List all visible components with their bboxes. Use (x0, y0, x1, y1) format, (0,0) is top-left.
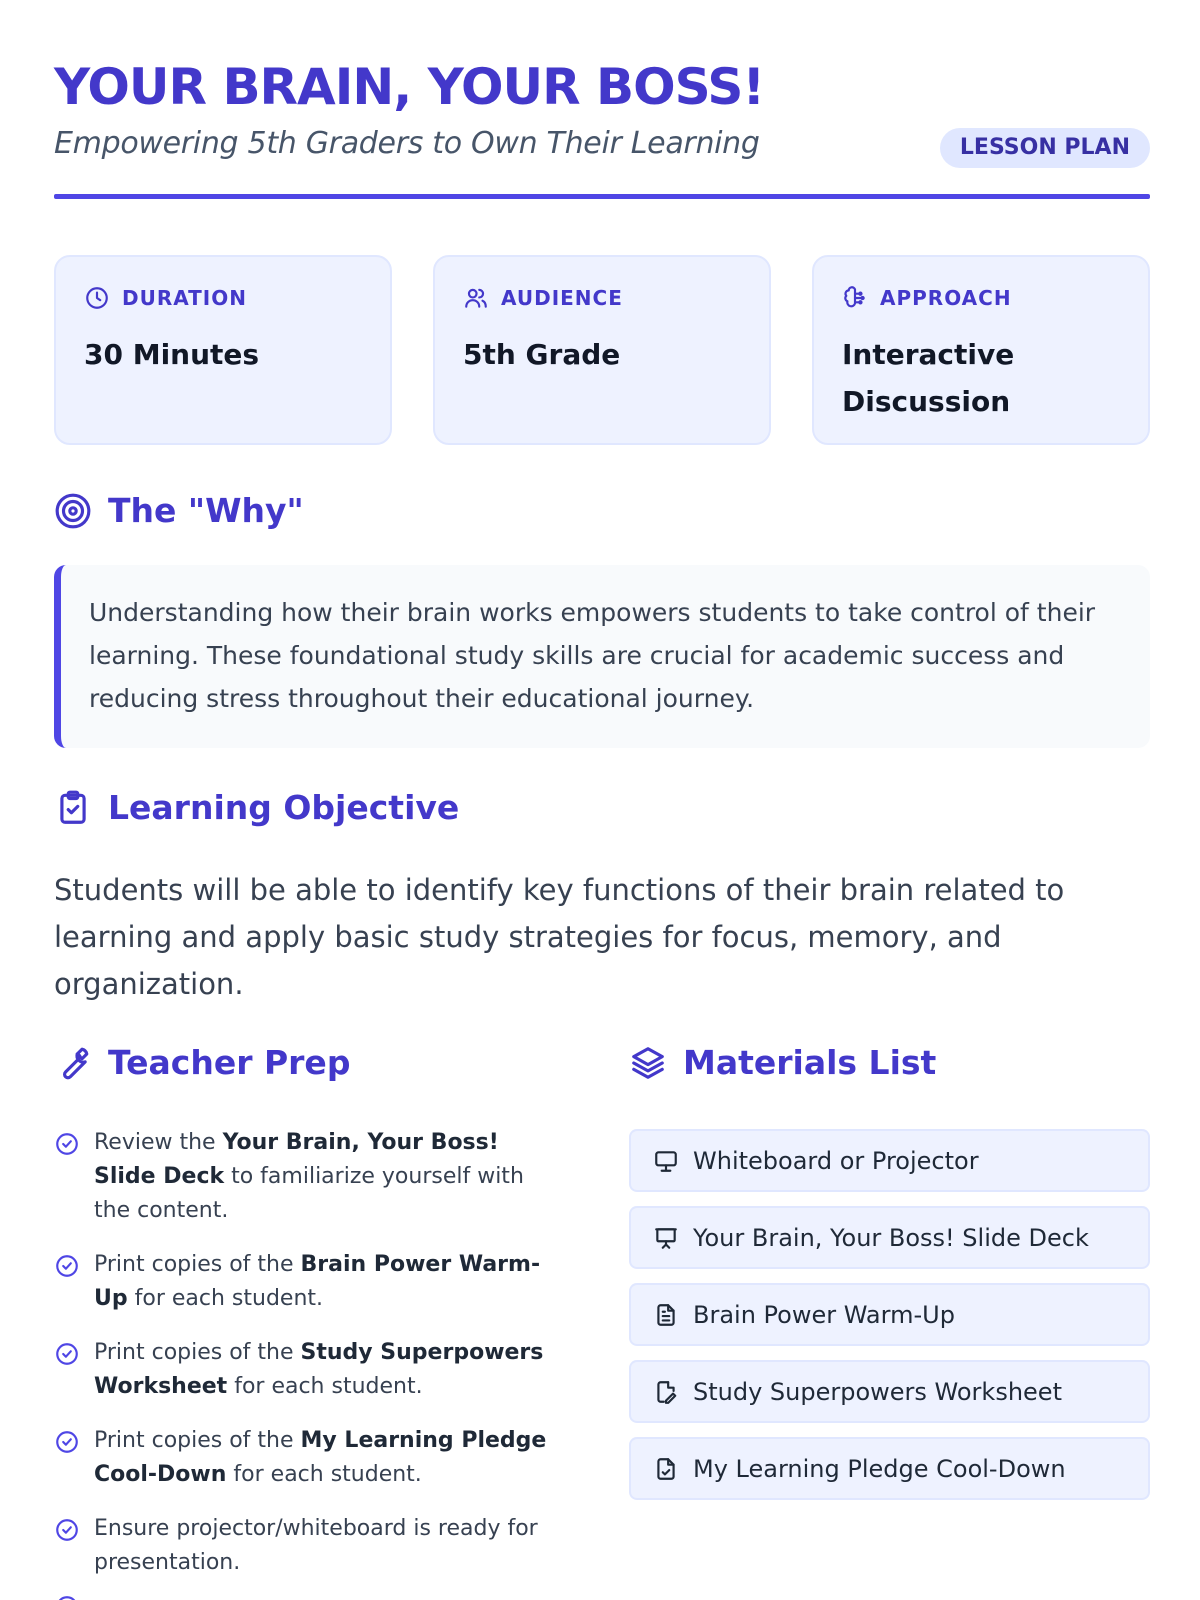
prep-item: Review the Your Brain, Your Boss! Slide Deck to familiarize yourself with the content. (54, 1126, 564, 1228)
prep-item-highlight: Study Superpowers Worksheet (94, 1340, 544, 1399)
material-label: Whiteboard or Projector (693, 1146, 979, 1175)
monitor-icon (653, 1148, 679, 1174)
check-circle-icon (54, 1131, 80, 1157)
material-label: Your Brain, Your Boss! Slide Deck (693, 1223, 1089, 1252)
wrench-icon (54, 1044, 92, 1082)
prep-item: Print copies of the My Learning Pledge Cool-Down for each student. (54, 1424, 564, 1492)
target-icon (54, 492, 92, 530)
why-text: Understanding how their brain works empowers students to take control of their learning. These foundational study skills are crucial for academic success and reducing stress throughout their educational journey. (89, 598, 1096, 713)
file-check-icon (653, 1456, 679, 1482)
check-circle-icon (54, 1341, 80, 1367)
audience-label: AUDIENCE (501, 286, 623, 310)
info-cards (54, 255, 1150, 445)
material-label: My Learning Pledge Cool-Down (693, 1454, 1066, 1483)
brain-icon (842, 285, 868, 311)
materials-title: Materials List (683, 1043, 937, 1082)
materials-heading (629, 1043, 936, 1082)
teacher-prep-heading (54, 1043, 350, 1082)
lesson-plan-badge: LESSON PLAN (940, 128, 1150, 168)
duration-value: 30 Minutes (84, 338, 260, 371)
objective-text: Students will be able to identify key functions of their brain related to learning and apply basic study strategies for focus, memory, and organization. (54, 873, 1065, 1001)
audience-value: 5th Grade (463, 338, 621, 371)
duration-label: DURATION (122, 286, 247, 310)
users-icon (463, 285, 489, 311)
material-label: Study Superpowers Worksheet (693, 1377, 1062, 1406)
header-divider (54, 194, 1150, 199)
prep-item-highlight: Brain Power Warm-Up (94, 1252, 541, 1311)
clipboard-check-icon (54, 789, 92, 827)
material-item (629, 1360, 1150, 1423)
check-circle-icon (54, 1253, 80, 1279)
approach-value: Interactive Discussion (842, 338, 1015, 418)
material-item (629, 1129, 1150, 1192)
materials-list (629, 1129, 1150, 1514)
teacher-prep-title: Teacher Prep (108, 1043, 351, 1082)
lesson-plan-page (54, 0, 1150, 1600)
why-heading (54, 491, 304, 530)
audience-card (433, 255, 771, 445)
prep-item-highlight: Your Brain, Your Boss! Slide Deck (94, 1130, 499, 1189)
material-item (629, 1283, 1150, 1346)
presentation-icon (653, 1225, 679, 1251)
material-item (629, 1437, 1150, 1500)
prep-item: Print copies of the Brain Power Warm-Up for each student. (54, 1248, 564, 1316)
approach-label: APPROACH (880, 286, 1012, 310)
prep-item: Ensure projector/whiteboard is ready for presentation. (54, 1512, 564, 1580)
prep-item: Print copies of the Study Superpowers Worksheet for each student. (54, 1336, 564, 1404)
objective-title: Learning Objective (108, 788, 460, 827)
material-item (629, 1206, 1150, 1269)
why-callout (54, 565, 1150, 748)
check-circle-icon (54, 1594, 80, 1600)
check-circle-icon (54, 1429, 80, 1455)
prep-item-highlight: My Learning Pledge Cool-Down (94, 1428, 547, 1487)
page-title: YOUR BRAIN, YOUR BOSS! (54, 58, 765, 116)
why-title: The "Why" (108, 491, 304, 530)
objective-heading (54, 788, 459, 827)
page-subtitle: Empowering 5th Graders to Own Their Learning (54, 126, 760, 161)
material-label: Brain Power Warm-Up (693, 1300, 955, 1329)
duration-card (54, 255, 392, 445)
teacher-prep-list (54, 1126, 564, 1600)
file-text-icon (653, 1302, 679, 1328)
layers-icon (629, 1044, 667, 1082)
check-circle-icon (54, 1517, 80, 1543)
file-edit-icon (653, 1379, 679, 1405)
clock-icon (84, 285, 110, 311)
approach-card (812, 255, 1150, 445)
